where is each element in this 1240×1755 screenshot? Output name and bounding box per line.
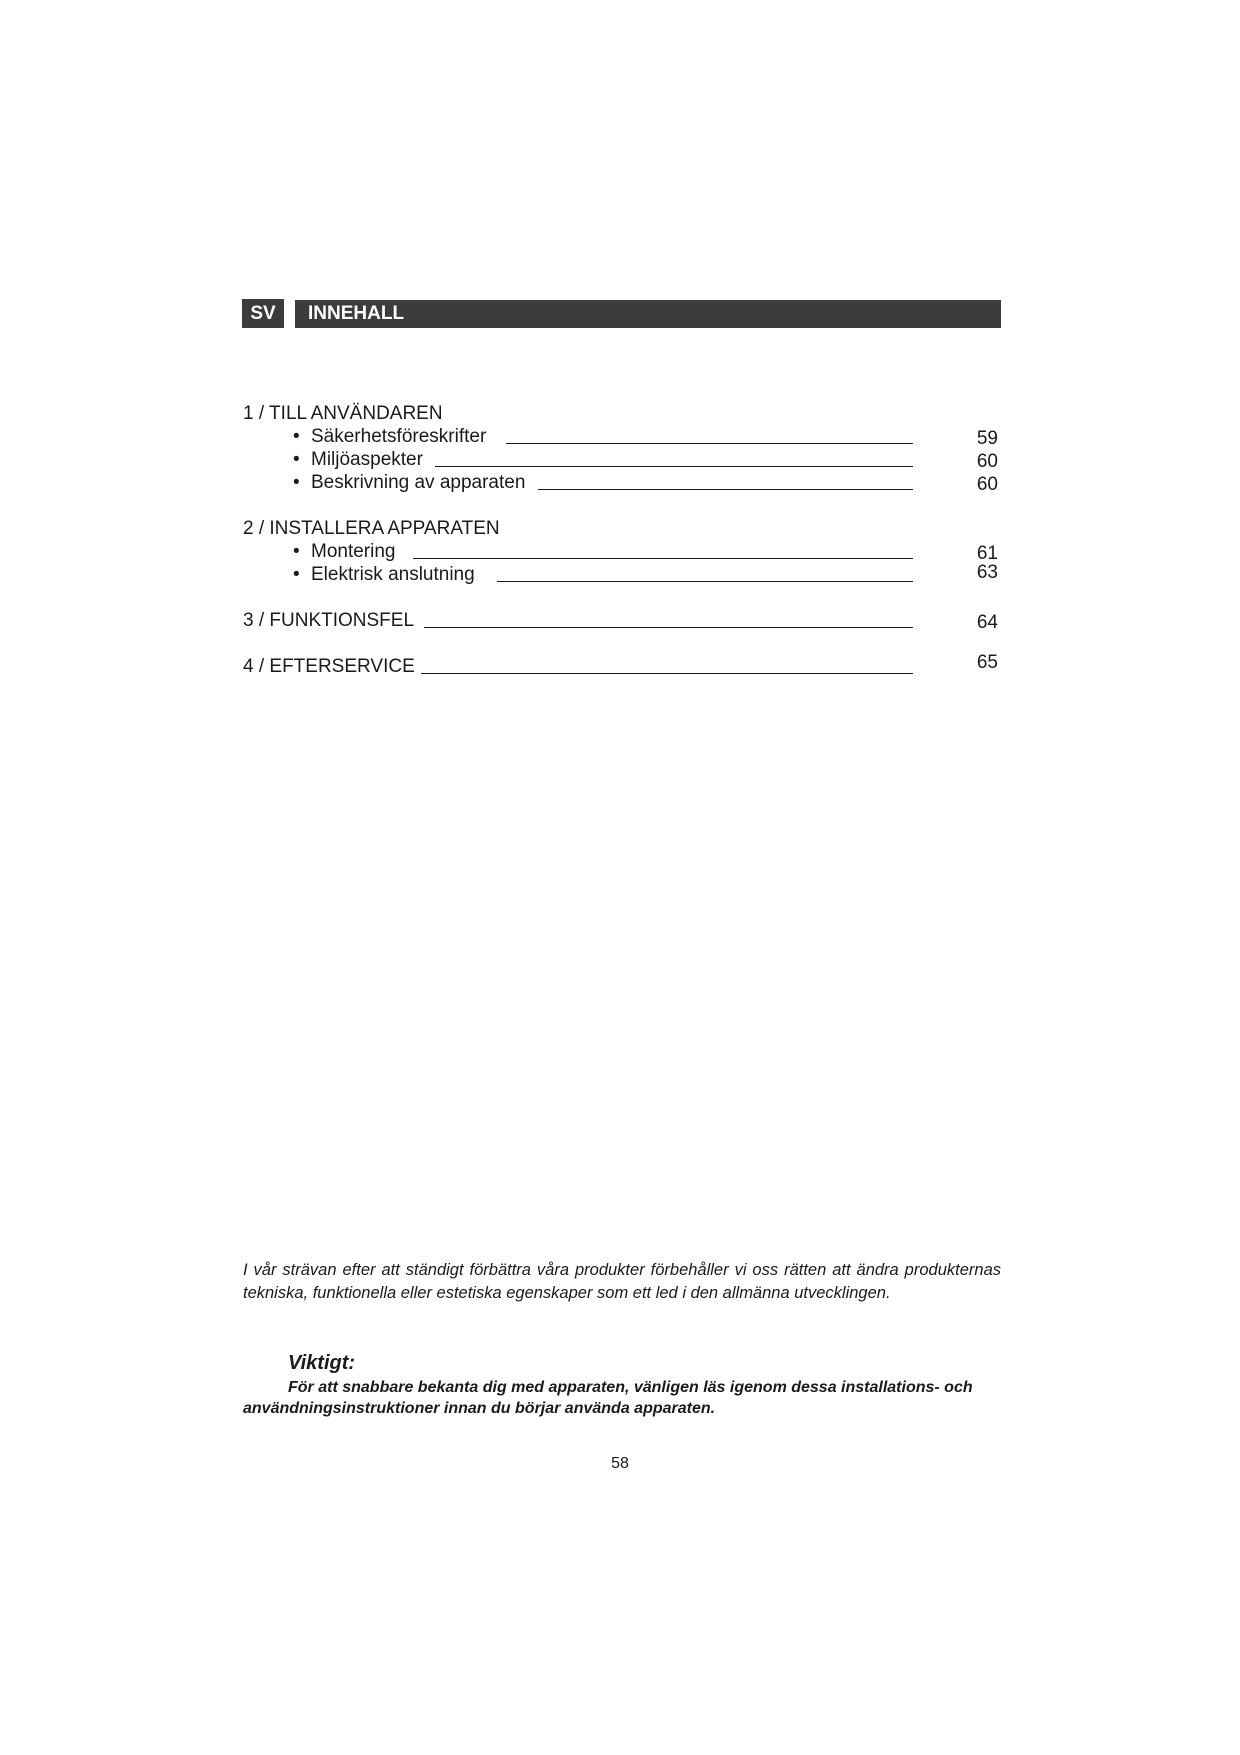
toc-page-number: 64 <box>976 612 998 633</box>
leader-line <box>421 673 913 674</box>
toc-section-title: 4 / EFTERSERVICE <box>243 656 415 677</box>
leader-line <box>538 489 913 490</box>
leader-line <box>435 466 913 467</box>
page-title: INNEHALL <box>308 303 405 324</box>
toc-entry-label: Montering <box>311 541 396 562</box>
toc-entry-label: Beskrivning av apparaten <box>311 472 526 493</box>
important-heading: Viktigt: <box>288 1352 356 1374</box>
toc-entry[interactable] <box>243 610 913 634</box>
toc-page-number: 59 <box>976 428 998 449</box>
toc-page-number: 63 <box>976 562 998 583</box>
toc-entry-label: Miljöaspekter <box>311 449 423 470</box>
toc-section-title: 1 / TILL ANVÄNDAREN <box>243 403 443 424</box>
toc-entry[interactable] <box>293 472 913 496</box>
leader-line <box>506 443 913 444</box>
leader-line <box>497 581 913 582</box>
toc-page-number: 65 <box>976 652 998 673</box>
disclaimer-note: I vår strävan efter att ständigt förbättra våra produkter förbehåller vi oss rätten att ändra produkternas tekniska, funktionella eller estetiska egenskaper som ett led i den allmänna utvecklingen. <box>243 1261 1001 1302</box>
toc-page-number: 60 <box>976 451 998 472</box>
bullet-icon: • <box>293 541 300 562</box>
important-text: För att snabbare bekanta dig med apparaten, vänligen läs igenom dessa installations- och användningsinstruktioner innan du börjar använda apparaten. <box>243 1379 973 1417</box>
toc-entry[interactable] <box>293 426 913 450</box>
toc-section-title: 3 / FUNKTIONSFEL <box>243 610 415 631</box>
bullet-icon: • <box>293 449 300 470</box>
bullet-icon: • <box>293 426 300 447</box>
toc-page-number: 61 <box>976 543 998 564</box>
toc-section-title: 2 / INSTALLERA APPARATEN <box>243 518 500 539</box>
toc-entry[interactable] <box>243 656 913 680</box>
toc-entry-label: Elektrisk anslutning <box>311 564 475 585</box>
toc-entry[interactable] <box>293 541 913 565</box>
toc-entry-label: Säkerhetsföreskrifter <box>311 426 487 447</box>
leader-line <box>413 558 913 559</box>
page-number: 58 <box>611 1455 629 1472</box>
bullet-icon: • <box>293 472 300 493</box>
toc-entry[interactable] <box>293 449 913 473</box>
page-title-bar <box>295 300 1001 328</box>
leader-line <box>424 627 913 628</box>
bullet-icon: • <box>293 564 300 585</box>
toc-page-number: 60 <box>976 474 998 495</box>
toc-entry[interactable] <box>293 564 913 588</box>
language-badge: SV <box>242 299 284 328</box>
